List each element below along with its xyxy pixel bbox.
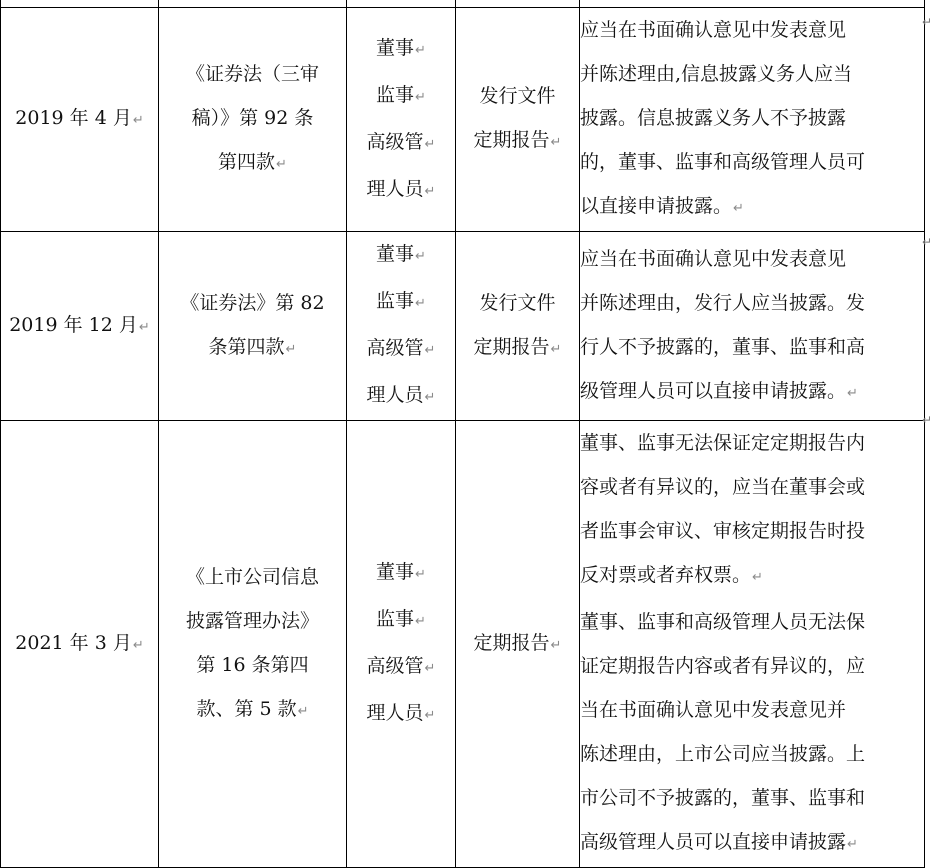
paragraph-mark-icon: ↵ xyxy=(276,157,287,172)
cell-text: 者监事会审议、审核定期报告时投 xyxy=(580,520,866,542)
fragment-cell xyxy=(456,0,580,8)
cell-text: 当在书面确认意见中发表意见并 xyxy=(580,699,847,721)
paragraph-mark-icon: ↵ xyxy=(847,385,858,401)
paragraph-mark-icon: ↵ xyxy=(847,837,858,852)
date-cell xyxy=(1,8,159,232)
subject-line xyxy=(347,73,455,120)
law-cell xyxy=(159,8,347,232)
requirement-paragraph xyxy=(580,421,924,600)
cell-text: 定期报告 xyxy=(473,335,550,358)
cell-text: 陈述理由，上市公司应当披露。上 xyxy=(580,743,866,765)
paragraph-mark-icon: ↵ xyxy=(415,296,426,311)
cell-text: 并陈述理由，发行人应当披露。发 xyxy=(580,291,866,314)
cell-line xyxy=(580,553,924,600)
cell-text: 款、第 5 款 xyxy=(196,697,297,720)
cell-line xyxy=(580,465,924,509)
cell-text: 发行文件 xyxy=(479,291,556,314)
cell-text: 级管理人员可以直接申请披露。 xyxy=(580,379,847,402)
cell-line xyxy=(580,421,924,465)
paragraph-mark-icon: ↵ xyxy=(415,249,426,264)
cell-line xyxy=(580,776,924,820)
paragraph-mark-icon: ↵ xyxy=(424,183,436,199)
cell-line xyxy=(159,96,346,140)
cell-text: 董事、监事无法保证定定期报告内 xyxy=(580,432,866,454)
cell-text: 反对票或者弃权票。 xyxy=(580,564,752,586)
paragraph-mark-icon: ↵ xyxy=(424,343,436,358)
paragraph-mark-icon: ↵ xyxy=(922,413,932,427)
subject-text: 董事 xyxy=(376,243,415,265)
paragraph-mark-icon: ↵ xyxy=(415,614,426,629)
cell-text: 市公司不予披露的，董事、监事和 xyxy=(580,787,866,809)
cell-line xyxy=(456,281,579,325)
subject-text: 监事 xyxy=(376,83,415,106)
cell-text: 证定期报告内容或者有异议的，应 xyxy=(580,655,866,677)
cell-line xyxy=(159,643,346,687)
subject-line xyxy=(347,232,455,279)
cell-line xyxy=(580,8,924,52)
date-cell xyxy=(1,421,159,868)
cell-line xyxy=(580,52,924,96)
subject-text: 理人员 xyxy=(366,702,424,724)
documents-cell xyxy=(456,421,580,868)
paragraph-mark-icon: ↵ xyxy=(424,708,436,723)
subject-text: 理人员 xyxy=(366,177,424,200)
paragraph-mark-icon: ↵ xyxy=(733,201,744,216)
fragment-cell xyxy=(347,0,456,8)
cell-line xyxy=(580,600,924,644)
paragraph-mark-icon: ↵ xyxy=(132,113,144,128)
subject-line xyxy=(347,597,455,644)
cell-line xyxy=(456,118,579,165)
cell-text: 董事、监事和高级管理人员无法保 xyxy=(580,611,866,633)
cell-text: 第 16 条第四 xyxy=(196,653,309,676)
cell-text: 《上市公司信息 xyxy=(185,565,319,588)
subject-text: 理人员 xyxy=(366,384,424,406)
cell-line xyxy=(580,281,924,325)
paragraph-mark-icon: ↵ xyxy=(752,570,763,585)
subject-line xyxy=(347,644,455,691)
cell-line xyxy=(456,621,579,668)
cell-line xyxy=(159,687,346,734)
paragraph-mark-icon: ↵ xyxy=(922,15,932,29)
cell-line xyxy=(159,281,346,325)
subject-text: 董事 xyxy=(376,561,415,583)
cell-line xyxy=(456,74,579,118)
subject-text: 高级管 xyxy=(366,655,424,677)
cell-line xyxy=(580,369,924,416)
requirement-paragraph xyxy=(580,600,924,867)
cell-line xyxy=(580,509,924,553)
paragraph-mark-icon: ↵ xyxy=(922,235,932,249)
paragraph-mark-icon: ↵ xyxy=(138,319,150,335)
subjects-cell xyxy=(347,232,456,421)
cell-line xyxy=(580,184,924,231)
cell-text: 定期报告 xyxy=(473,129,550,151)
subject-line xyxy=(347,26,455,73)
cell-line xyxy=(580,732,924,776)
cell-text: 披露管理办法》 xyxy=(185,609,319,632)
cell-text: 条第四款 xyxy=(208,335,285,358)
subject-line xyxy=(347,550,455,597)
cell-text: 高级管理人员可以直接申请披露 xyxy=(580,831,847,853)
paragraph-mark-icon: ↵ xyxy=(415,42,426,58)
cell-line xyxy=(159,325,346,372)
subject-text: 监事 xyxy=(376,290,415,312)
subject-line xyxy=(347,691,455,738)
cell-line xyxy=(159,140,346,187)
date-text: 2019 年 12 月 xyxy=(9,313,138,336)
table-row xyxy=(1,8,925,232)
paragraph-mark-icon: ↵ xyxy=(550,637,562,653)
date-text: 2021 年 3 月 xyxy=(15,631,132,654)
requirement-cell xyxy=(580,8,925,232)
date-cell xyxy=(1,232,159,421)
subject-line xyxy=(347,167,455,214)
subject-line xyxy=(347,279,455,326)
table-row xyxy=(1,421,925,868)
fragment-cell xyxy=(1,0,159,8)
table-body xyxy=(1,8,925,868)
requirement-cell xyxy=(580,232,925,421)
paragraph-mark-icon: ↵ xyxy=(415,567,426,582)
cell-line xyxy=(580,820,924,867)
table-row-top-fragment xyxy=(1,0,925,8)
subjects-cell xyxy=(347,8,456,232)
subject-line xyxy=(347,373,455,420)
cell-line xyxy=(159,52,346,96)
cell-text: 稿）》第 92 条 xyxy=(191,107,314,129)
fragment-cell xyxy=(580,0,925,8)
date-text: 2019 年 4 月 xyxy=(15,107,132,129)
cell-text: 第四款 xyxy=(218,151,276,173)
paragraph-mark-icon: ↵ xyxy=(424,390,436,405)
table-row xyxy=(1,232,925,421)
cell-text: 容或者有异议的，应当在董事会或 xyxy=(580,476,866,498)
cell-line xyxy=(580,96,924,140)
cell-line xyxy=(456,325,579,372)
cell-line xyxy=(580,140,924,184)
requirement-paragraph xyxy=(580,237,924,416)
cell-text: 并陈述理由,信息披露义务人应当 xyxy=(580,63,853,85)
documents-cell xyxy=(456,232,580,421)
cell-text: 行人不予披露的，董事、监事和高 xyxy=(580,335,866,358)
paragraph-mark-icon: ↵ xyxy=(297,703,309,719)
law-cell xyxy=(159,232,347,421)
subject-text: 董事 xyxy=(376,36,415,59)
subject-text: 高级管 xyxy=(366,337,424,359)
documents-cell xyxy=(456,8,580,232)
requirement-paragraph xyxy=(580,8,924,231)
subject-line xyxy=(347,326,455,373)
cell-line xyxy=(580,644,924,688)
subject-line xyxy=(347,120,455,167)
fragment-cell xyxy=(159,0,347,8)
paragraph-mark-icon: ↵ xyxy=(424,661,436,676)
paragraph-mark-icon: ↵ xyxy=(550,135,562,150)
cell-text: 《证券法（三审 xyxy=(185,63,319,85)
cell-line xyxy=(580,688,924,732)
paragraph-mark-icon: ↵ xyxy=(285,341,297,357)
cell-line xyxy=(580,237,924,281)
cell-text: 《证券法》第 82 xyxy=(180,291,325,314)
paragraph-mark-icon: ↵ xyxy=(132,637,144,653)
requirement-cell xyxy=(580,421,925,868)
cell-line xyxy=(159,555,346,599)
cell-text: 定期报告 xyxy=(473,631,550,654)
cell-text: 发行文件 xyxy=(479,85,556,107)
cell-line xyxy=(580,325,924,369)
cell-text: 以直接申请披露。 xyxy=(580,195,733,217)
cell-text: 应当在书面确认意见中发表意见 xyxy=(580,19,847,41)
subject-text: 高级管 xyxy=(366,130,424,153)
cell-text: 应当在书面确认意见中发表意见 xyxy=(580,247,847,270)
subjects-cell xyxy=(347,421,456,868)
paragraph-mark-icon: ↵ xyxy=(550,341,562,357)
paragraph-mark-icon: ↵ xyxy=(415,89,426,105)
cell-line xyxy=(159,599,346,643)
law-cell xyxy=(159,421,347,868)
cell-text: 披露。信息披露义务人不予披露 xyxy=(580,107,847,129)
subject-text: 监事 xyxy=(376,608,415,630)
paragraph-mark-icon: ↵ xyxy=(424,136,436,152)
cell-text: 的，董事、监事和高级管理人员可 xyxy=(580,151,866,173)
